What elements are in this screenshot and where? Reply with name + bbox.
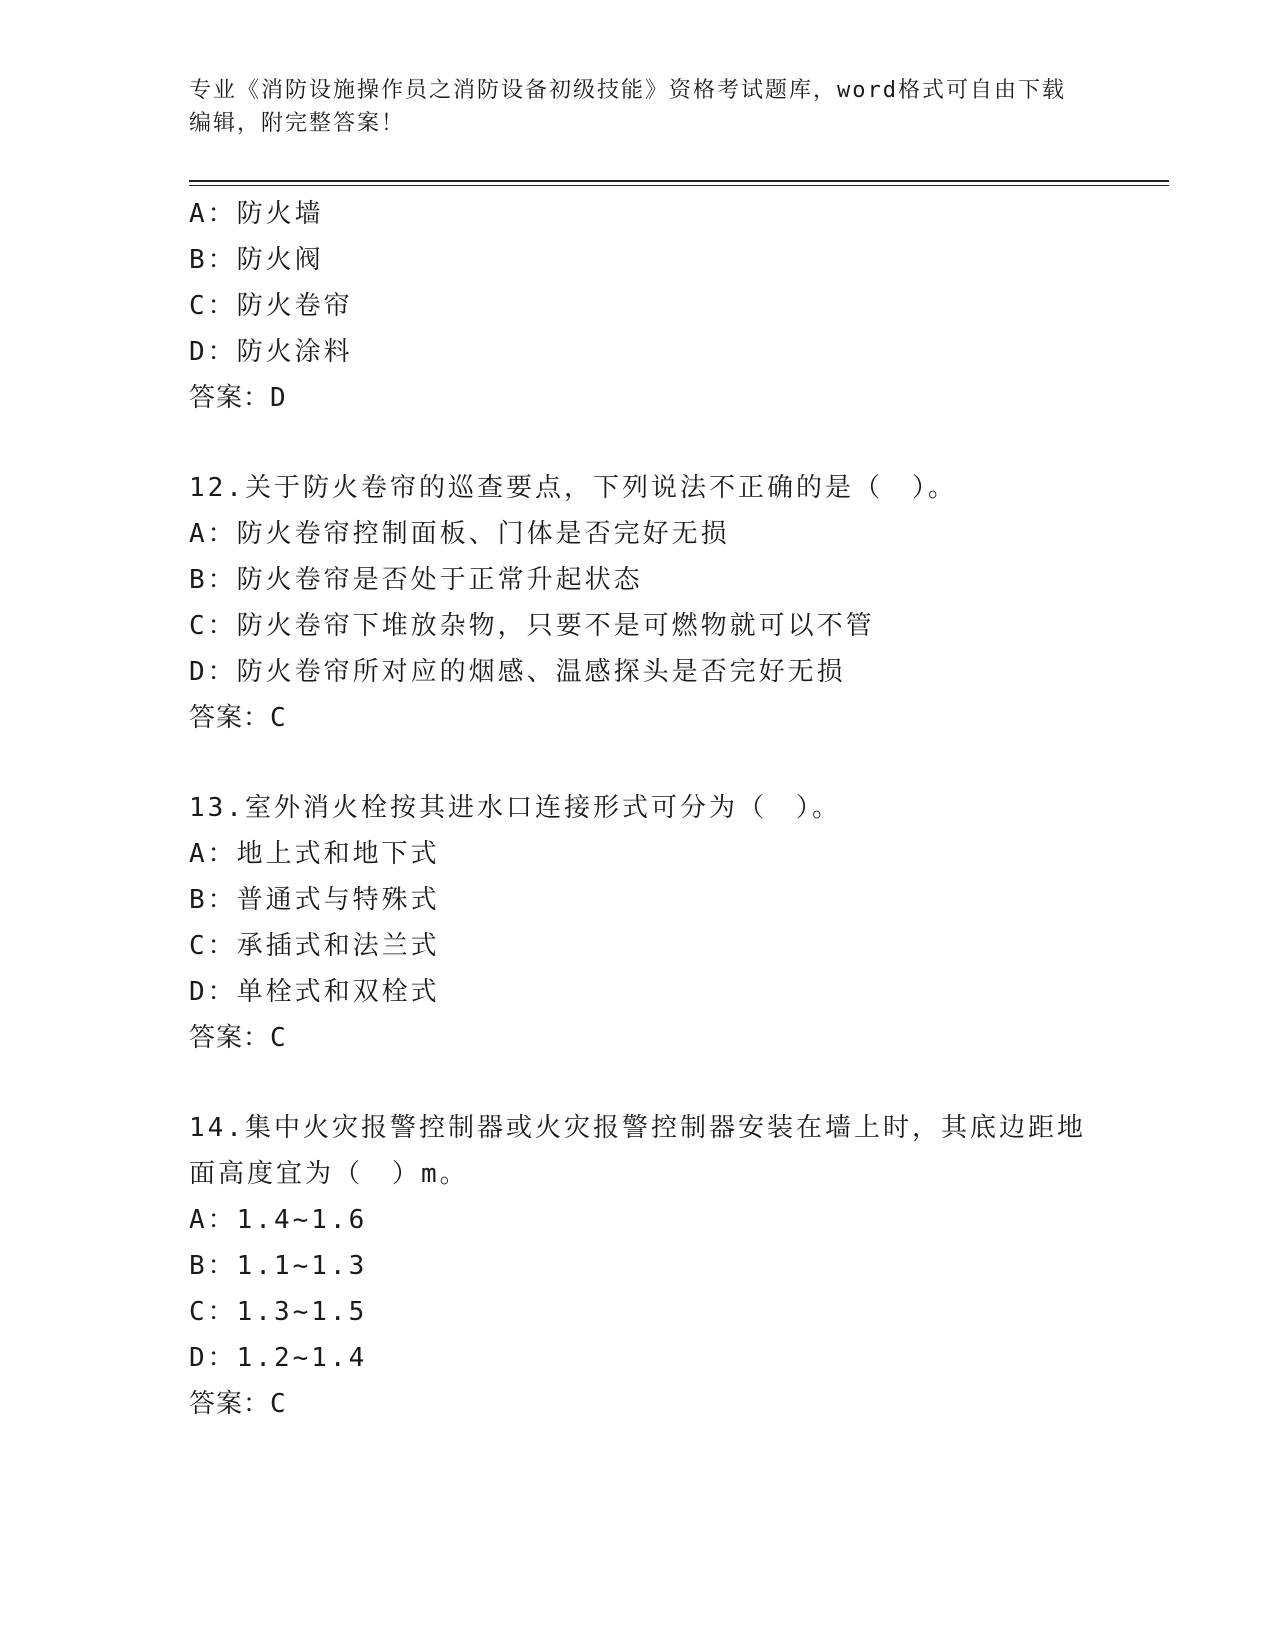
spacer (189, 421, 1089, 465)
question-text-line-1: 14.集中火灾报警控制器或火灾报警控制器安装在墙上时，其底边距地 (189, 1113, 1086, 1143)
option-d: D：1.2~1.4 (189, 1343, 368, 1373)
header-divider-thick (189, 180, 1169, 182)
option-d: D：防火涂料 (189, 337, 353, 367)
answer-line: 答案：C (189, 1389, 287, 1419)
option-c: C：1.3~1.5 (189, 1297, 368, 1327)
answer-line: 答案：C (189, 703, 287, 733)
question-text: 12.关于防火卷帘的巡查要点，下列说法不正确的是（ ）。 (189, 473, 957, 503)
option-c: C：防火卷帘 (189, 291, 353, 321)
option-c: C：防火卷帘下堆放杂物，只要不是可燃物就可以不管 (189, 611, 875, 641)
document-header (189, 74, 1089, 140)
option-a: A：1.4~1.6 (189, 1205, 368, 1235)
question-text-line-2: 面高度宜为（ ）m。 (189, 1159, 469, 1189)
question-block-14 (189, 1105, 1089, 1427)
header-text: 专业《消防设施操作员之消防设备初级技能》资格考试题库，word格式可自由下载编辑，附完整答案！ (189, 78, 1066, 136)
option-b: B：防火阀 (189, 245, 324, 275)
question-block-12 (189, 465, 1089, 741)
spacer (189, 741, 1089, 785)
question-block-11 (189, 191, 1089, 421)
option-d: D：单栓式和双栓式 (189, 977, 440, 1007)
option-d: D：防火卷帘所对应的烟感、温感探头是否完好无损 (189, 657, 846, 687)
option-a: A：地上式和地下式 (189, 839, 440, 869)
option-b: B：防火卷帘是否处于正常升起状态 (189, 565, 643, 595)
option-a: A：防火卷帘控制面板、门体是否完好无损 (189, 519, 730, 549)
spacer (189, 1061, 1089, 1105)
answer-line: 答案：C (189, 1023, 287, 1053)
option-b: B：普通式与特殊式 (189, 885, 440, 915)
question-list (189, 191, 1089, 1427)
header-divider-thin (189, 185, 1169, 186)
option-b: B：1.1~1.3 (189, 1251, 368, 1281)
option-c: C：承插式和法兰式 (189, 931, 440, 961)
option-a: A：防火墙 (189, 199, 324, 229)
answer-line: 答案：D (189, 383, 287, 413)
question-block-13 (189, 785, 1089, 1061)
question-text: 13.室外消火栓按其进水口连接形式可分为（ ）。 (189, 793, 841, 823)
